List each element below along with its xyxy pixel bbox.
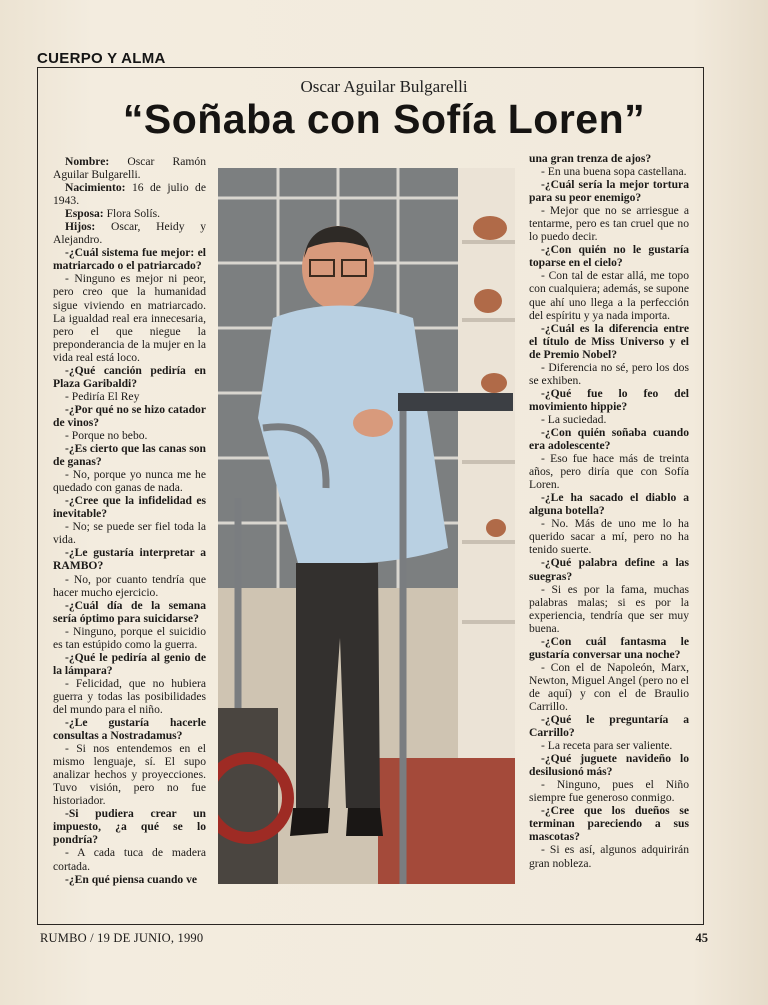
answer: - Ninguno es mejor ni peor, pero creo que la humanidad sigue viviendo en matriarcado. La igualdad real era innecesaria, pero el que niegue la preponderancia de la mujer en la vida real está loco.: [53, 272, 206, 364]
answer: - No. Más de uno me lo ha querido sacar a mí, pero no ha tenido suerte.: [529, 517, 689, 557]
question: -¿Cuál es la diferencia entre el título de Miss Universo y el de Premio Nobel?: [529, 321, 689, 361]
answer: - No, porque yo nunca me he quedado con ganas de nada.: [53, 468, 206, 495]
answer: - Eso fue hace más de treinta años, pero diría que con Sofía Loren.: [529, 452, 689, 492]
headline: “Soñaba con Sofía Loren”: [122, 96, 646, 142]
bio-value: Flora Solís.: [103, 207, 161, 221]
answer: - Si nos entendemos en el mismo lenguaje, sí. El supo analizar hechos y proyecciones. Tuvo visión, pero no fue historiador.: [53, 742, 206, 808]
question: -¿Qué le preguntaría a Carrillo?: [529, 713, 689, 740]
answer: - A cada tuca de madera cortada.: [53, 846, 206, 873]
answer: - No, por cuanto tendría que hacer mucho ejercicio.: [53, 572, 206, 599]
question: -¿En qué piensa cuando ve: [65, 872, 198, 886]
bio-esposa: [53, 207, 206, 220]
section-label: CUERPO Y ALMA: [37, 50, 166, 67]
bio-value: Oscar, Heidy y Alejandro.: [53, 220, 206, 247]
bio-hijos: [53, 220, 206, 246]
bio-value: Oscar Ramón Aguilar Bulgarelli.: [53, 155, 206, 182]
byline: Oscar Aguilar Bulgarelli: [300, 77, 468, 96]
question: -¿Es cierto que las canas son de ganas?: [53, 442, 206, 469]
bio-label: Hijos:: [65, 220, 96, 234]
bio-nacimiento: [53, 181, 206, 207]
answer: - Si es así, algunos adquirirán gran nobleza.: [529, 843, 689, 870]
answer: - La suciedad.: [541, 412, 607, 426]
answer: - Con el de Napoleón, Marx, Newton, Miguel Angel (pero no el de aquí) y con el de Braulio Carrillo.: [529, 660, 689, 713]
question: -¿Por qué no se hizo catador de vinos?: [53, 402, 206, 429]
question: -¿Cuál sería la mejor tortura para su peor enemigo?: [529, 178, 689, 205]
question: -¿Le ha sacado el diablo a alguna botella?: [529, 491, 689, 518]
bio-label: Esposa:: [65, 207, 104, 221]
question: -¿Qué canción pediría en Plaza Garibaldi?: [53, 363, 206, 390]
bio-nombre: [53, 155, 206, 181]
portrait-photo: [218, 168, 515, 884]
answer: - Felicidad, que no hubiera guerra y todas las posibilidades del mundo para el niño.: [53, 676, 206, 716]
question: -¿Qué fue lo feo del movimiento hippie?: [529, 386, 689, 413]
question: -¿Cree que la infidelidad es inevitable?: [53, 494, 206, 521]
left-column: [53, 155, 206, 886]
question: -¿Con quién no le gustaría toparse en el cielo?: [529, 243, 689, 270]
right-column: [529, 152, 689, 870]
page-number: 45: [695, 931, 708, 945]
question: -¿Con cuál fantasma le gustaría conversar una noche?: [529, 634, 689, 661]
answer: - En una buena sopa castellana.: [541, 165, 687, 179]
question: -¿Qué juguete navideño lo desilusionó más?: [529, 752, 689, 779]
question: -Si pudiera crear un impuesto, ¿a qué se lo pondría?: [53, 807, 206, 847]
question: -¿Cree que los dueños se terminan pareciendo a sus mascotas?: [529, 804, 689, 844]
answer: - Ninguno, pues el Niño siempre fue generoso conmigo.: [529, 778, 689, 805]
question: -¿Qué le pediría al genio de la lámpara?: [53, 650, 206, 677]
bio-label: Nombre:: [65, 155, 110, 168]
question: -¿Con quién soñaba cuando era adolescente?: [529, 425, 689, 453]
answer: - Con tal de estar allá, me topo con cualquiera; además, se supone que ahí uno llega a la perfección del espíritu y ya nada importa.: [529, 269, 689, 322]
answer: - Ninguno, porque el suicidio es tan estúpido como la guerra.: [53, 624, 206, 651]
question: -¿Le gustaría interpretar a RAMBO?: [53, 546, 206, 573]
answer: - Si es por la fama, muchas palabras malas; si es por la experiencia, tendría que ser muy buena.: [529, 582, 689, 635]
question: -¿Cuál día de la semana sería óptimo para suicidarse?: [53, 598, 206, 625]
question: una gran trenza de ajos?: [529, 152, 652, 165]
answer: - Diferencia no sé, pero los dos se exhiben.: [529, 360, 689, 387]
question: -¿Qué palabra define a las suegras?: [529, 556, 689, 583]
bio-label: Nacimiento:: [65, 181, 126, 195]
bio-value: 16 de julio de 1943.: [53, 181, 206, 208]
answer: - No; se puede ser fiel toda la vida.: [53, 520, 206, 547]
answer: - La receta para ser valiente.: [541, 739, 673, 753]
question: -¿Cuál sistema fue mejor: el matriarcado o el patriarcado?: [53, 246, 206, 273]
question: -¿Le gustaría hacerle consultas a Nostradamus?: [53, 716, 206, 743]
footer-publication: RUMBO / 19 DE JUNIO, 1990: [40, 931, 204, 945]
answer: - Porque no bebo.: [65, 428, 148, 442]
answer: - Mejor que no se arriesgue a tentarme, pero es tan cruel que no lo puedo decir.: [529, 204, 689, 244]
answer: - Pediría El Rey: [65, 389, 140, 403]
man-standing-with-exercise-bike-icon: [218, 168, 515, 884]
